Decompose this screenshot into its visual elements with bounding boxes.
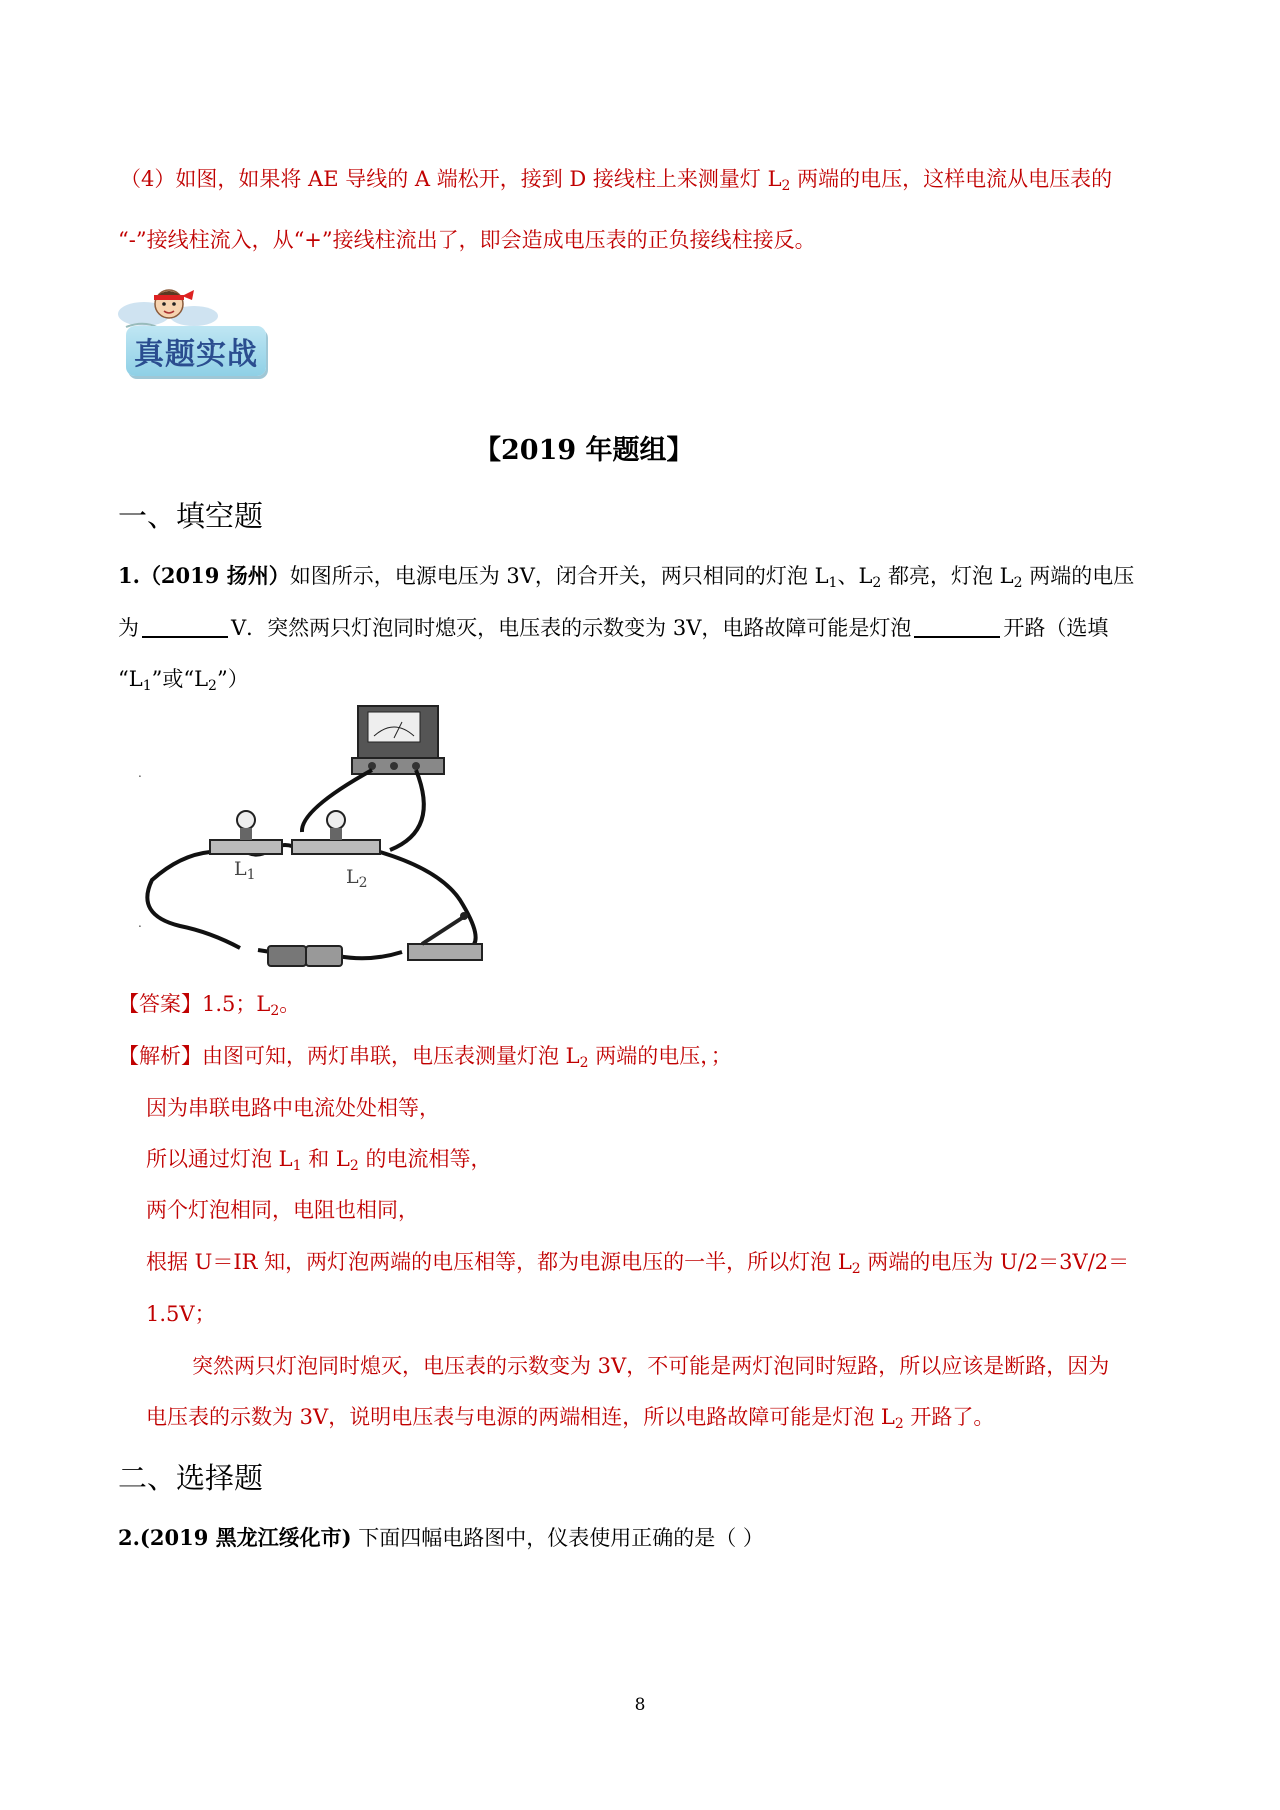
text: 。: [279, 992, 301, 1016]
subscript: 2: [358, 875, 368, 891]
text: 由图可知，两灯串联，电压表测量灯泡 L: [202, 1044, 580, 1068]
subscript: 1: [292, 1158, 302, 1174]
subscript: 2: [579, 1055, 589, 1071]
text: 两端的电压，；: [588, 1044, 732, 1068]
text: “L: [118, 667, 143, 691]
question-1-line: [118, 612, 1108, 642]
bulb-l2-label: [346, 866, 368, 891]
text: 开路了。: [903, 1405, 995, 1429]
bulb-l1-label: [234, 858, 256, 883]
analysis-line: [146, 1143, 491, 1174]
answer-line: [118, 988, 300, 1019]
banner-label: 真题实战: [134, 337, 258, 372]
text: 两端的电压: [1022, 564, 1135, 588]
analysis-line: [146, 1401, 994, 1432]
analysis-line: [146, 1246, 1129, 1277]
banner-plate: [126, 326, 266, 376]
text: V．突然两只灯泡同时熄灭，电压表的示数变为 3V，电路故障可能是灯泡: [231, 616, 912, 640]
text: 两端的电压，这样电流从电压表的: [790, 167, 1113, 191]
battery-icon: [268, 946, 342, 966]
circuit-figure: [140, 700, 500, 975]
text: ”）: [216, 667, 249, 691]
subscript: 2: [894, 1416, 904, 1432]
analysis-line: [146, 1194, 419, 1224]
question-1-line: [118, 560, 1134, 591]
bulb-l1-icon: [210, 811, 282, 854]
text: 两个灯泡相同，电阻也相同，: [146, 1198, 419, 1222]
text: 因为串联电路中电流处处相等，: [146, 1096, 440, 1120]
analysis-line: [192, 1350, 1109, 1380]
question-number: 1.: [118, 563, 140, 588]
analysis-line: [118, 1040, 732, 1071]
svg-text:.: .: [138, 916, 142, 930]
text: 突然两只灯泡同时熄灭，电压表的示数变为 3V，不可能是两灯泡同时短路，所以应该是断路，因为: [192, 1354, 1110, 1378]
subscript: 1: [246, 867, 256, 883]
text: 1.5V；: [146, 1302, 216, 1326]
page-number: 8: [634, 1695, 646, 1715]
subscript: 2: [270, 1003, 280, 1019]
svg-text:.: .: [138, 766, 142, 780]
text: （4）如图，如果将 AE 导线的 A 端松开，接到 D 接线柱上来测量灯 L: [120, 167, 782, 191]
text: 电压表的示数为 3V，说明电压表与电源的两端相连，所以电路故障可能是灯泡 L: [146, 1405, 895, 1429]
text: 如图所示，电源电压为 3V，闭合开关，两只相同的灯泡 L: [289, 564, 829, 588]
analysis-line: [146, 1298, 216, 1328]
subscript: 2: [781, 178, 791, 194]
section-title: 二、选择题: [118, 1461, 264, 1495]
subscript: 2: [1013, 575, 1023, 591]
text: 所以通过灯泡 L: [146, 1147, 293, 1171]
subscript: 1: [142, 678, 152, 694]
paragraph-line: [120, 163, 1112, 194]
answer-blank: [142, 616, 228, 638]
question-source: 2.(2019 黑龙江绥化市): [118, 1525, 352, 1550]
text: “-”接线柱流入，从“+”接线柱流出了，即会造成电压表的正负接线柱接反。: [118, 228, 816, 252]
question-2-line: [118, 1522, 764, 1552]
subscript: 2: [208, 678, 217, 694]
text: 、L: [837, 564, 873, 588]
subscript: 1: [828, 575, 838, 591]
text: L: [346, 866, 359, 888]
subscript: 2: [872, 575, 882, 591]
subscript: 2: [851, 1261, 861, 1277]
text: 根据 U＝IR 知，两灯泡两端的电压相等，都为电源电压的一半，所以灯泡 L: [146, 1250, 852, 1274]
section-banner: [112, 282, 282, 382]
group-title: 【2019 年题组】: [474, 435, 694, 466]
text: L: [234, 858, 247, 880]
subscript: 2: [349, 1158, 359, 1174]
text: 的电流相等，: [358, 1147, 492, 1171]
question-1-line: [118, 663, 249, 694]
analysis-tag: 【解析】: [118, 1044, 202, 1068]
text: 都亮，灯泡 L: [881, 564, 1014, 588]
text: 1.5；L: [202, 992, 271, 1016]
text: 下面四幅电路图中，仪表使用正确的是（ ）: [351, 1526, 764, 1550]
text: 为: [118, 616, 139, 640]
answer-tag: 【答案】: [118, 992, 202, 1016]
paragraph-line: [118, 224, 816, 254]
question-source: （2019 扬州）: [139, 563, 290, 588]
text: ”或“L: [151, 667, 209, 691]
text: 开路（选填: [1003, 616, 1109, 640]
voltmeter-icon: [352, 706, 444, 774]
text: 和 L: [301, 1147, 350, 1171]
section-title: 一、填空题: [118, 499, 264, 533]
analysis-line: [146, 1092, 440, 1122]
answer-blank: [914, 616, 1000, 638]
text: 两端的电压为 U/2＝3V/2＝: [860, 1250, 1130, 1274]
